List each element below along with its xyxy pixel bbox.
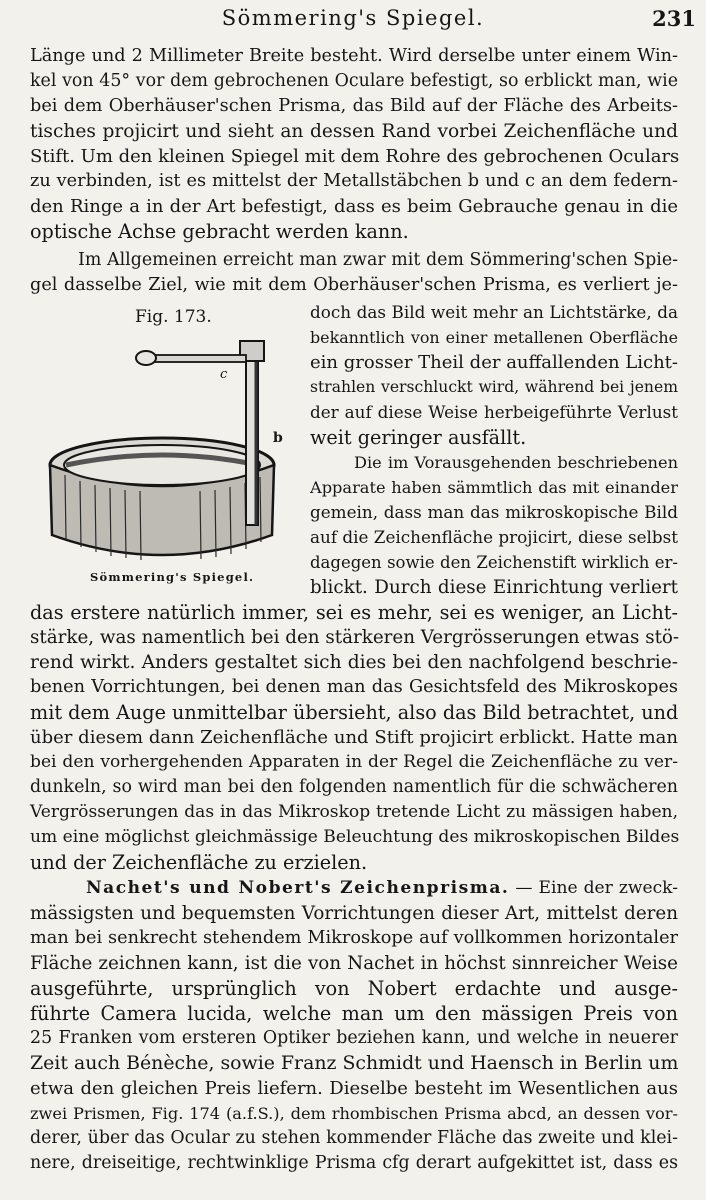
text-line: führte Camera lucida, welche man um den mässigen Preis von [30,1002,678,1025]
text-line: doch das Bild weit mehr an Lichtstärke, da [310,302,678,322]
text-line: dagegen sowie den Zeichenstift wirklich er- [310,553,678,572]
label-c: c [220,367,228,382]
text-line: über diesem dann Zeichenfläche und Stift projicirt erblickt. Hatte man [30,727,678,748]
text-line: man bei senkrecht stehendem Mikroskope auf vollkommen horizontaler [30,928,678,948]
text-line: und der Zeichenfläche zu erzielen. [30,851,368,874]
text-line: dunkeln, so wird man bei den folgenden namentlich für die schwächeren [30,777,678,797]
text-line: strahlen verschluckt wird, während bei jenem [310,378,678,396]
text-line: derer, über das Ocular zu stehen kommender Fläche das zweite und klei- [30,1128,678,1148]
page-header [0,6,706,34]
text-line: mässigsten und bequemsten Vorrichtungen dieser Art, mittelst deren [30,903,678,924]
figure-label: Fig. 173. [135,307,212,327]
text-line: bei dem Oberhäuser'schen Prisma, das Bild auf der Fläche des Arbeits- [30,96,678,116]
text-line: Stift. Um den kleinen Spiegel mit dem Rohre des gebrochenen Oculars [30,146,680,167]
text-line: zu verbinden, ist es mittelst der Metallstäbchen b und c an dem federn- [30,171,678,191]
text-line: Apparate haben sämmtlich das mit einander [310,478,678,497]
section-heading: Nachet's und Nobert's Zeichenprisma. [86,878,510,898]
text-line: Zeit auch Bénèche, sowie Franz Schmidt und Haensch in Berlin um [30,1052,679,1074]
figure-caption: Sömmering's Spiegel. [90,570,255,584]
text-line: der auf diese Weise herbeigeführte Verlust [310,402,678,422]
mirror-illustration [40,325,290,565]
label-b: b [273,430,283,446]
text-line: blickt. Durch diese Einrichtung verliert [310,577,678,598]
text-line: stärke, was namentlich bei den stärkeren Vergrösserungen etwas stö- [30,627,680,648]
text-line: mit dem Auge unmittelbar übersieht, also das Bild betrachtet, und [30,701,679,724]
page-number: 231 [652,6,696,31]
text-line: Länge und 2 Millimeter Breite besteht. Wird derselbe unter einem Win- [30,46,678,66]
running-title: Sömmering's Spiegel. [221,6,485,30]
text-line: Im Allgemeinen erreicht man zwar mit dem Sömmering'schen Spie- [78,250,678,270]
text-line: etwa den gleichen Preis liefern. Dieselbe besteht im Wesentlichen aus [30,1078,678,1099]
text-line: nere, dreiseitige, rechtwinklige Prisma cfg derart aufgekittet ist, dass es [30,1153,678,1173]
text-line: ein grosser Theil der auffallenden Licht- [310,352,678,373]
text-line: Fläche zeichnen kann, ist die von Nachet in höchst sinnreicher Weise [30,953,678,974]
text-line: ausgeführte, ursprünglich von Nobert erdachte und ausge- [30,977,678,1000]
section-heading-line [86,876,678,901]
heading-continuation: — Eine der zweck- [509,878,678,898]
text-line: gemein, dass man das mikroskopische Bild [310,502,678,522]
figure-sommering-mirror [40,305,300,595]
text-line: Vergrösserungen das in das Mikroskop tretende Licht zu mässigen haben, [30,802,678,822]
text-line: auf die Zeichenfläche projicirt, diese selbst [310,527,678,547]
text-line: bei den vorhergehenden Apparaten in der Regel die Zeichenfläche zu ver- [30,752,678,772]
text-line: um eine möglichst gleichmässige Beleuchtung des mikroskopischen Bildes [30,827,680,847]
text-line: weit geringer ausfällt. [310,426,527,449]
text-line: benen Vorrichtungen, bei denen man das Gesichtsfeld des Mikroskopes [30,677,678,697]
text-line: den Ringe a in der Art befestigt, dass es beim Gebrauche genau in die [30,196,678,217]
text-line: das erstere natürlich immer, sei es mehr, sei es weniger, an Licht- [30,601,678,624]
text-line: zwei Prismen, Fig. 174 (a.f.S.), dem rhombischen Prisma abcd, an dessen vor- [30,1104,678,1123]
text-line: 25 Franken vom ersteren Optiker beziehen kann, und welche in neuerer [30,1028,678,1048]
text-line: optische Achse gebracht werden kann. [30,220,409,243]
text-line: rend wirkt. Anders gestaltet sich dies bei den nachfolgend beschrie- [30,652,678,673]
text-line: tisches projicirt und sieht an dessen Rand vorbei Zeichenfläche und [30,121,678,142]
text-line: kel von 45° vor dem gebrochenen Oculare befestigt, so erblickt man, wie [30,71,678,91]
text-line: bekanntlich von einer metallenen Oberfläche [310,328,678,347]
text-line: gel dasselbe Ziel, wie mit dem Oberhäuser'schen Prisma, es verliert je- [30,275,678,295]
text-line: Die im Vorausgehenden beschriebenen [354,453,678,472]
